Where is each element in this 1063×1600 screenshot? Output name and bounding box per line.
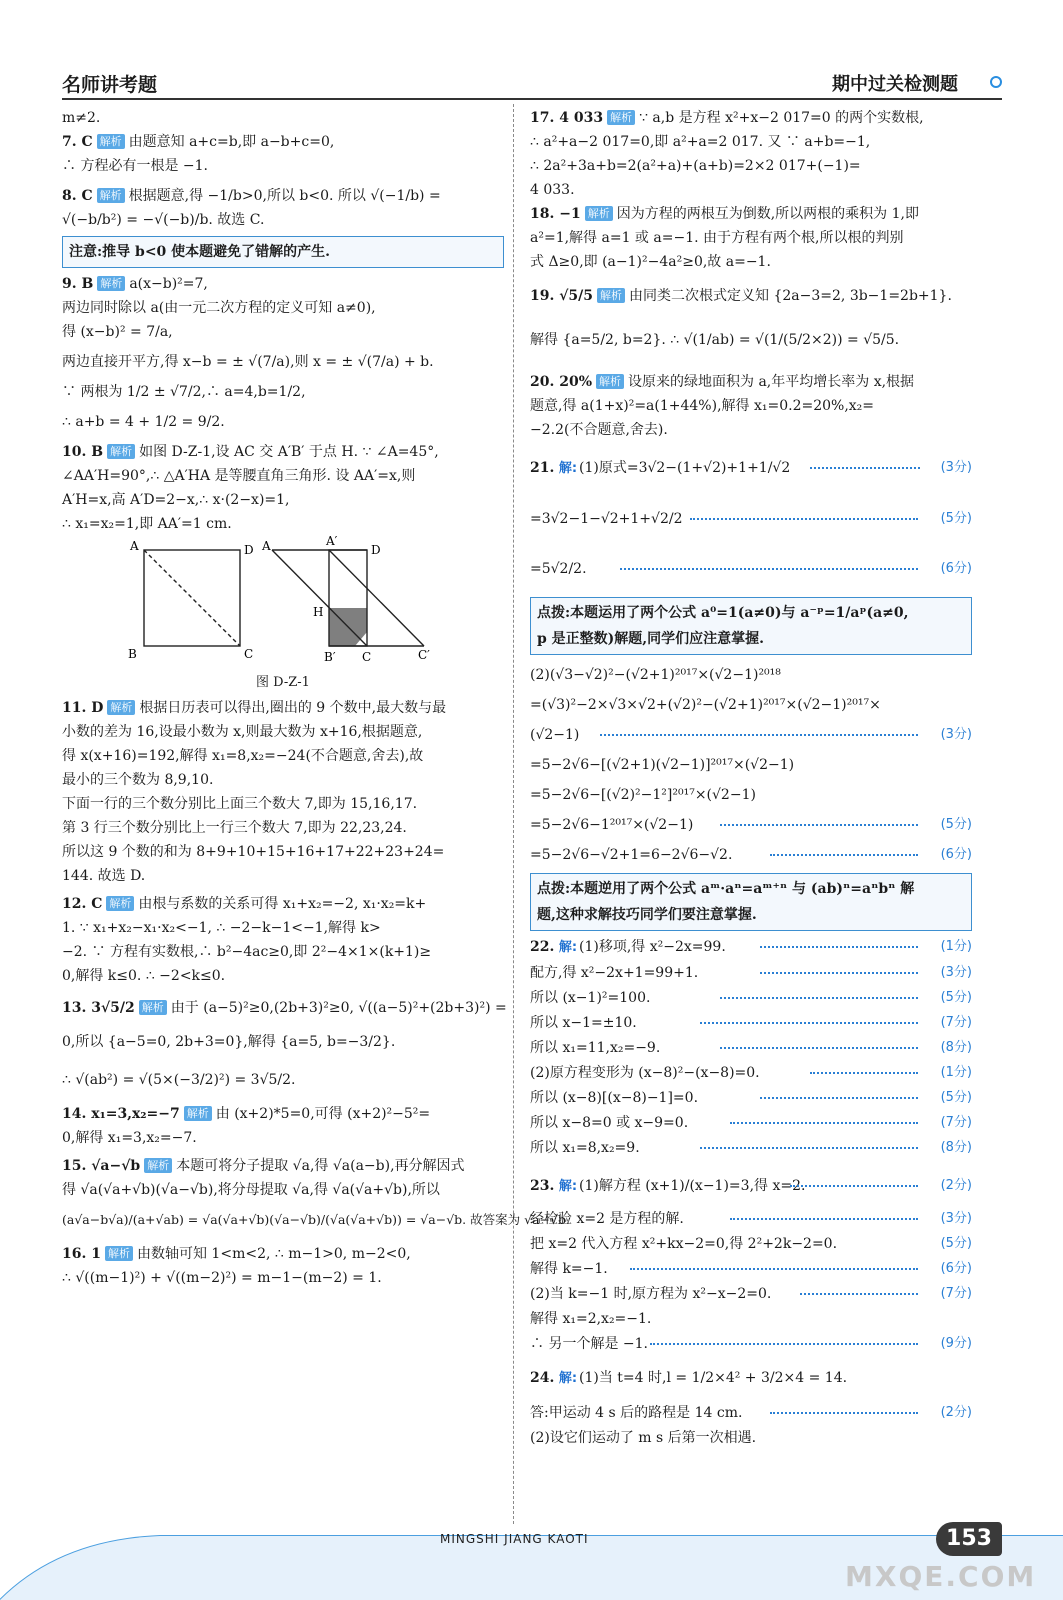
dotted-leader — [730, 1122, 918, 1124]
answer-line: 第 3 行三个数分别比上一行三个数大 7,即为 22,23,24. — [62, 820, 407, 836]
question-number: 11. D — [62, 700, 104, 716]
answer-line: 解得 x₁=2,x₂=−1. — [530, 1311, 652, 1327]
answer-text: 由于 (a−5)²≥0,(2b+3)²≥0, √((a−5)²+(2b+3)²) = — [170, 1000, 507, 1016]
answer-line: ∴ a²+a−2 017=0,即 a²+a=2 017. 又 ∵ a+b=−1, — [530, 134, 871, 150]
question-number: 16. 1 — [62, 1246, 101, 1262]
question-number: 15. √a−√b — [62, 1158, 141, 1174]
question-number: 14. x₁=3,x₂=−7 — [62, 1106, 180, 1122]
answer-line: ∴ √((m−1)²) + √((m−2)²) = m−1−(m−2) = 1. — [62, 1270, 382, 1286]
figure-caption: 图 D-Z-1 — [256, 675, 310, 690]
score-points: (5分) — [940, 511, 972, 526]
tip-text: 点拨:本题逆用了两个公式 aᵐ·aⁿ=aᵐ⁺ⁿ 与 (ab)ⁿ=aⁿbⁿ 解 — [537, 881, 915, 897]
answer-line: a²=1,解得 a=1 或 a=−1. 由于方程有两个根,所以根的判别 — [530, 230, 904, 246]
label-b-prime: B′ — [324, 650, 336, 664]
dotted-leader — [720, 997, 918, 999]
tip-text: p 是正整数)解题,同学们应注意掌握. — [537, 631, 765, 647]
answer-line: 0,所以 {a−5=0, 2b+3=0},解得 {a=5, b=−3/2}. — [62, 1034, 396, 1050]
answer-text: =5√2/2. — [530, 561, 587, 577]
question-number: 12. C — [62, 896, 103, 912]
header-title-left: 名师讲考题 — [62, 74, 158, 96]
answer-line: 下面一行的三个数分别比上面三个数大 7,即为 15,16,17. — [62, 796, 418, 812]
dotted-leader — [730, 1218, 918, 1220]
diagonal-ac — [144, 550, 240, 646]
answer-text: 由 (x+2)*5=0,可得 (x+2)²−5²= — [215, 1106, 431, 1122]
question-number: 13. 3√5/2 — [62, 1000, 135, 1016]
analysis-tag: 解析 — [107, 700, 135, 715]
answer-text: (1)解方程 (x+1)/(x−1)=3,得 x=2. — [579, 1178, 806, 1194]
answer-line: 0,解得 k≤0. ∴ −2<k≤0. — [62, 968, 226, 984]
answer-text: 所以 x₁=8,x₂=9. — [530, 1140, 640, 1156]
footer-series-mark: MINGSHI JIANG KAOTI — [440, 1532, 589, 1546]
answer-text: 本题可将分子提取 √a,得 √a(a−b),再分解因式 — [176, 1158, 465, 1174]
tip-box — [530, 873, 972, 931]
dotted-leader — [800, 1293, 918, 1295]
answer-line: 两边同时除以 a(由一元二次方程的定义可知 a≠0), — [62, 300, 376, 316]
label-d2: D — [371, 543, 381, 557]
score-points: (5分) — [940, 817, 972, 832]
answer-text: 所以 x−1=±10. — [530, 1015, 637, 1031]
answer-text: 所以 x₁=11,x₂=−9. — [530, 1040, 661, 1056]
answer-text: 所以 x−8=0 或 x−9=0. — [530, 1115, 689, 1131]
answer-text: (1)原式=3√2−(1+√2)+1+1/√2 — [579, 460, 791, 476]
analysis-tag: 解析 — [139, 1000, 167, 1015]
answer-text: 所以 (x−1)²=100. — [530, 990, 651, 1006]
answer-line: 4 033. — [530, 182, 575, 198]
answer-line: A′H=x,高 A′D=2−x,∴ x·(2−x)=1, — [62, 492, 290, 508]
analysis-tag: 解析 — [585, 206, 613, 221]
dotted-leader — [760, 972, 918, 974]
answer-text: 设原来的绿地面积为 a,年平均增长率为 x,根据 — [628, 374, 915, 390]
analysis-tag: 解析 — [106, 896, 134, 911]
dotted-leader — [810, 1072, 918, 1074]
analysis-tag: 解析 — [184, 1106, 212, 1121]
answer-line: 解得 {a=5/2, b=2}. ∴ √(1/ab) = √(1/(5/2×2)) = √5/5. — [530, 332, 900, 348]
dotted-leader — [700, 1147, 918, 1149]
answer-line: m≠2. — [62, 110, 101, 126]
right-column — [530, 106, 972, 1450]
tip-text: 点拨:本题运用了两个公式 a⁰=1(a≠0)与 a⁻ᵖ=1/aᵖ(a≠0, — [537, 605, 909, 621]
answer-text: 配方,得 x²−2x+1=99+1. — [530, 965, 699, 981]
score-points: (5分) — [940, 1236, 972, 1251]
figure-d-z-1 — [62, 536, 504, 686]
answer-text: (2)原方程变形为 (x−8)²−(x−8)=0. — [530, 1065, 760, 1081]
question-number: 20. 20% — [530, 374, 593, 390]
analysis-tag: 解析 — [107, 444, 135, 459]
analysis-tag: 解析 — [105, 1246, 133, 1261]
answer-line: ∴ 方程必有一根是 −1. — [62, 158, 208, 174]
analysis-tag: 解析 — [97, 188, 125, 203]
note-text: 注意:推导 b<0 使本题避免了错解的产生. — [69, 244, 331, 260]
label-d: D — [244, 543, 254, 557]
answer-text: =5−2√6−√2+1=6−2√6−√2. — [530, 847, 733, 863]
header-rule — [62, 98, 1002, 100]
score-points: (8分) — [940, 1140, 972, 1155]
tip-box — [530, 597, 972, 655]
answer-text: 由数轴可知 1<m<2, ∴ m−1>0, m−2<0, — [136, 1246, 411, 1262]
question-number: 9. B — [62, 276, 94, 292]
label-a-prime: A′ — [326, 536, 338, 548]
dotted-leader — [700, 1022, 918, 1024]
answer-line: 题意,得 a(1+x)²=a(1+44%),解得 x₁=0.2=20%,x₂= — [530, 398, 875, 414]
question-number: 22. — [530, 939, 555, 955]
answer-line: 0,解得 x₁=3,x₂=−7. — [62, 1130, 197, 1146]
score-points: (6分) — [940, 847, 972, 862]
score-points: (1分) — [940, 939, 972, 954]
label-c2: C — [362, 650, 372, 664]
score-points: (7分) — [940, 1115, 972, 1130]
score-points: (5分) — [940, 990, 972, 1005]
dotted-leader — [770, 1412, 918, 1414]
geometry-figure — [62, 536, 504, 686]
score-points: (6分) — [940, 561, 972, 576]
label-b: B — [128, 647, 137, 661]
dotted-leader — [600, 734, 918, 736]
dotted-leader — [770, 854, 918, 856]
note-box — [62, 236, 504, 268]
score-points: (5分) — [940, 1090, 972, 1105]
answer-line: 两边直接开平方,得 x−b = ± √(7/a),则 x = ± √(7/a) + b. — [62, 354, 434, 370]
score-points: (3分) — [940, 965, 972, 980]
score-points: (3分) — [940, 460, 972, 475]
answer-text: 解得 k=−1. — [530, 1261, 608, 1277]
tip-text: 题,这种求解技巧同学们要注意掌握. — [537, 907, 757, 923]
answer-line: (2)(√3−√2)²−(√2+1)²⁰¹⁷×(√2−1)²⁰¹⁸ — [530, 667, 781, 683]
label-c: C — [244, 647, 254, 661]
answer-text: (1)移项,得 x²−2x=99. — [579, 939, 726, 955]
analysis-tag: 解析 — [97, 134, 125, 149]
answer-line: =5−2√6−[(√2+1)(√2−1)]²⁰¹⁷×(√2−1) — [530, 757, 795, 773]
dotted-leader — [720, 1047, 918, 1049]
score-points: (7分) — [940, 1286, 972, 1301]
answer-text: (1)当 t=4 时,l = 1/2×4² + 3/2×4 = 14. — [579, 1370, 848, 1386]
answer-line: ∴ x₁=x₂=1,即 AA′=1 cm. — [62, 516, 232, 532]
answer-line: ∵ 两根为 1/2 ± √7/2,∴ a=4,b=1/2, — [62, 384, 306, 400]
answer-line: √(−b/b²) = −√(−b)/b. 故选 C. — [62, 212, 265, 228]
answer-text: a(x−b)²=7, — [129, 276, 208, 292]
answer-text: 由题意知 a+c=b,即 a−b+c=0, — [128, 134, 335, 150]
answer-line: 得 x(x+16)=192,解得 x₁=8,x₂=−24(不合题意,舍去),故 — [62, 748, 424, 764]
analysis-tag: 解析 — [144, 1158, 172, 1173]
score-points: (9分) — [940, 1336, 972, 1351]
answer-text: =5−2√6−1²⁰¹⁷×(√2−1) — [530, 817, 694, 833]
question-number: 18. −1 — [530, 206, 581, 222]
header-title-right: 期中过关检测题 — [832, 74, 958, 95]
answer-text: 由同类二次根式定义知 {2a−3=2, 3b−1=2b+1}. — [629, 288, 952, 304]
answer-line: 144. 故选 D. — [62, 868, 146, 884]
answer-line: 小数的差为 16,设最小数为 x,则最大数为 x+16,根据题意, — [62, 724, 423, 740]
dotted-leader — [810, 467, 920, 469]
score-points: (3分) — [940, 1211, 972, 1226]
score-points: (6分) — [940, 1261, 972, 1276]
label-a2: A — [262, 539, 271, 553]
question-number: 10. B — [62, 444, 104, 460]
analysis-tag: 解析 — [607, 110, 635, 125]
site-watermark: MXQE.COM — [845, 1560, 1037, 1593]
answer-text: 把 x=2 代入方程 x²+kx−2=0,得 2²+2k−2=0. — [530, 1236, 838, 1252]
dotted-leader — [630, 1268, 918, 1270]
question-number: 17. 4 033 — [530, 110, 604, 126]
answer-line: −2.2(不合题意,舍去). — [530, 422, 668, 438]
question-number: 8. C — [62, 188, 93, 204]
column-divider — [513, 104, 514, 1524]
question-number: 24. — [530, 1370, 555, 1386]
answer-line: 得 √a(√a+√b)(√a−√b),将分母提取 √a,得 √a(√a+√b),所以 — [62, 1182, 440, 1198]
question-number: 23. — [530, 1178, 555, 1194]
answer-line: ∴ 2a²+3a+b=2(a²+a)+(a+b)=2×2 017+(−1)= — [530, 158, 861, 174]
answer-text: 答:甲运动 4 s 后的路程是 14 cm. — [530, 1405, 743, 1421]
question-number: 7. C — [62, 134, 93, 150]
answer-line: 所以这 9 个数的和为 8+9+10+15+16+17+22+23+24= — [62, 844, 445, 860]
answer-text: =3√2−1−√2+1+√2/2 — [530, 511, 683, 527]
score-points: (2分) — [940, 1178, 972, 1193]
answer-line: 1. ∵ x₁+x₂−x₁·x₂<−1, ∴ −2−k−1<−1,解得 k> — [62, 920, 381, 936]
answer-line: 最小的三个数为 8,9,10. — [62, 772, 214, 788]
solution-label: 解: — [558, 940, 578, 955]
analysis-tag: 解析 — [97, 276, 125, 291]
answer-line: −2. ∵ 方程有实数根,∴ b²−4ac≥0,即 2²−4×1×(k+1)≥ — [62, 944, 432, 960]
label-a: A — [130, 539, 139, 553]
score-points: (3分) — [940, 727, 972, 742]
answer-text: 经检验 x=2 是方程的解. — [530, 1211, 684, 1227]
dotted-leader — [650, 1343, 918, 1345]
dotted-leader — [720, 824, 918, 826]
answer-text: 根据题意,得 −1/b>0,所以 b<0. 所以 √(−1/b) = — [128, 188, 441, 204]
dotted-leader — [760, 946, 918, 948]
question-number: 21. — [530, 460, 555, 476]
solution-label: 解: — [558, 461, 578, 476]
answer-line: 得 (x−b)² = 7/a, — [62, 324, 173, 340]
answer-line: (a√a−b√a)/(a+√ab) = √a(√a+√b)(√a−√b)/(√a(√a+√b)) = √a−√b. 故答案为 √a−√b. — [62, 1212, 570, 1227]
answer-line: 式 Δ≥0,即 (a−1)²−4a²≥0,故 a=−1. — [530, 254, 771, 270]
answer-text: 因为方程的两根互为倒数,所以两根的乘积为 1,即 — [616, 206, 919, 222]
dotted-leader — [760, 1097, 918, 1099]
answer-text: 由根与系数的关系可得 x₁+x₂=−2, x₁·x₂=k+ — [138, 896, 427, 912]
answer-text: 所以 (x−8)[(x−8)−1]=0. — [530, 1090, 699, 1106]
analysis-tag: 解析 — [596, 374, 624, 389]
score-points: (7分) — [940, 1015, 972, 1030]
header-circle-icon — [990, 76, 1002, 88]
square-figure — [144, 550, 240, 646]
score-points: (1分) — [940, 1065, 972, 1080]
dotted-leader — [690, 518, 918, 520]
answer-text: (√2−1) — [530, 727, 580, 743]
page-number: 153 — [936, 1522, 1002, 1556]
solution-label: 解: — [558, 1371, 578, 1386]
analysis-tag: 解析 — [597, 288, 625, 303]
score-points: (8分) — [940, 1040, 972, 1055]
answer-line: ∠AA′H=90°,∴ △A′HA 是等腰直角三角形. 设 AA′=x,则 — [62, 468, 416, 484]
answer-text: ∴ 另一个解是 −1. — [530, 1336, 648, 1352]
answer-text: 如图 D-Z-1,设 AC 交 A′B′ 于点 H. ∵ ∠A=45°, — [139, 444, 439, 460]
answer-line: (2)设它们运动了 m s 后第一次相遇. — [530, 1430, 757, 1446]
diagonal-ac-moved — [272, 550, 367, 646]
answer-line: =5−2√6−[(√2)²−1²]²⁰¹⁷×(√2−1) — [530, 787, 756, 803]
score-points: (2分) — [940, 1405, 972, 1420]
solution-label: 解: — [558, 1179, 578, 1194]
answer-line: ∴ √(ab²) = √(5×(−3/2)²) = 3√5/2. — [62, 1072, 296, 1088]
dotted-leader — [620, 568, 918, 570]
question-number: 19. √5/5 — [530, 288, 594, 304]
answer-line: ∴ a+b = 4 + 1/2 = 9/2. — [62, 414, 225, 430]
answer-text: 根据日历表可以得出,圈出的 9 个数中,最大数与最 — [139, 700, 447, 716]
answer-text: (2)当 k=−1 时,原方程为 x²−x−2=0. — [530, 1286, 772, 1302]
translated-figure — [272, 550, 424, 646]
dotted-leader — [790, 1185, 918, 1187]
answer-line: =(√3)²−2×√3×√2+(√2)²−(√2+1)²⁰¹⁷×(√2−1)²⁰¹⁷× — [530, 697, 881, 713]
label-h: H — [313, 605, 324, 619]
label-c-prime: C′ — [418, 648, 430, 662]
answer-text: ∵ a,b 是方程 x²+x−2 017=0 的两个实数根, — [639, 110, 924, 126]
